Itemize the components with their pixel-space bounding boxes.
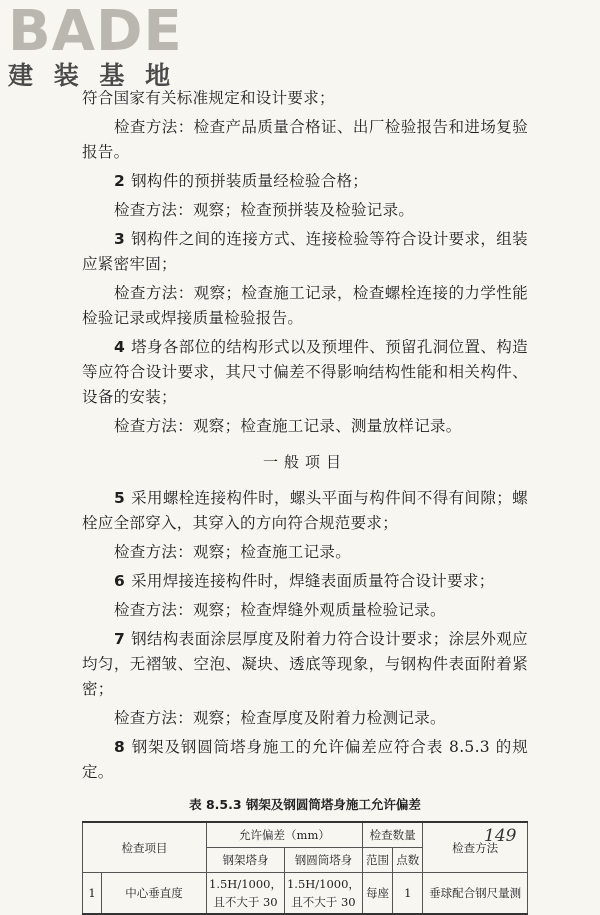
brand-logo xyxy=(8,0,188,94)
header-method: 检查方法 xyxy=(423,822,528,873)
header-steel-tube: 钢圆筒塔身 xyxy=(284,848,362,873)
clause-item: 2 钢构件的预拼装质量经检验合格； xyxy=(114,172,369,190)
clause-number: 7 xyxy=(114,630,126,648)
clause-item: 3 钢构件之间的连接方式、连接检验等符合设计要求，组装应紧密牢固； xyxy=(82,230,528,273)
cell-method: 垂球配合钢尺量测 xyxy=(423,873,528,915)
clause-item: 8 钢架及钢圆筒塔身施工的允许偏差应符合表 8.5.3 的规定。 xyxy=(82,738,528,781)
cell-range: 每座 xyxy=(362,873,392,915)
header-points: 点数 xyxy=(393,848,423,873)
paragraph: 检查方法：观察；检查预拼装及检验记录。 xyxy=(114,201,415,219)
section-heading: 一般项目 xyxy=(262,453,347,471)
paragraph: 检查方法：观察；检查施工记录，检查螺栓连接的力学性能检验记录或焊接质量检验报告。 xyxy=(82,284,528,327)
clause-number: 6 xyxy=(114,572,126,590)
page-number: 149 xyxy=(484,826,517,846)
document-body xyxy=(82,86,528,915)
clause-item: 4 塔身各部位的结构形式以及预埋件、预留孔洞位置、构造等应符合设计要求，其尺寸偏差不得影响结构性能和相关构件、设备的安装； xyxy=(82,338,528,406)
clause-number: 5 xyxy=(114,489,126,507)
paragraph: 检查方法：检查产品质量合格证、出厂检验报告和进场复验报告。 xyxy=(82,118,528,161)
paragraph: 检查方法：观察；检查施工记录、测量放样记录。 xyxy=(114,417,462,435)
paragraph: 检查方法：观察；检查焊缝外观质量检验记录。 xyxy=(114,601,446,619)
logo-brand-text: BADE xyxy=(8,0,183,64)
cell-no: 1 xyxy=(83,873,102,915)
clause-item: 6 采用焊接连接构件时，焊缝表面质量符合设计要求； xyxy=(114,572,495,590)
cell-steel-tube: 1.5H/1000，且不大于 30 xyxy=(284,873,362,915)
cell-item: 中心垂直度 xyxy=(102,873,207,915)
logo-subtitle: 建 装 基 地 xyxy=(8,61,177,90)
header-range: 范围 xyxy=(362,848,392,873)
cell-points: 1 xyxy=(393,873,423,915)
paragraph: 符合国家有关标准规定和设计要求； xyxy=(82,89,335,107)
header-item: 检查项目 xyxy=(83,822,207,873)
clause-number: 2 xyxy=(114,172,126,190)
header-steel-frame: 钢架塔身 xyxy=(207,848,285,873)
table-caption: 表 8.5.3 钢架及钢圆筒塔身施工允许偏差 xyxy=(189,797,421,812)
clause-item: 5 采用螺栓连接构件时，螺头平面与构件间不得有间隙；螺栓应全部穿入，其穿入的方向符合规范要求； xyxy=(82,489,528,532)
paragraph: 检查方法：观察；检查厚度及附着力检测记录。 xyxy=(114,709,446,727)
clause-number: 3 xyxy=(114,230,126,248)
paragraph: 检查方法：观察；检查施工记录。 xyxy=(114,543,352,561)
clause-number: 4 xyxy=(114,338,126,356)
cell-steel-frame: 1.5H/1000，且不大于 30 xyxy=(207,873,285,915)
tolerance-table xyxy=(82,821,528,915)
header-quantity: 检查数量 xyxy=(362,822,422,848)
header-tolerance: 允许偏差（mm） xyxy=(207,822,363,848)
table-row xyxy=(83,873,528,915)
clause-item: 7 钢结构表面涂层厚度及附着力符合设计要求；涂层外观应均匀，无褶皱、空泡、凝块、透底等现象，与钢构件表面附着紧密； xyxy=(82,630,528,698)
clause-number: 8 xyxy=(114,738,126,756)
